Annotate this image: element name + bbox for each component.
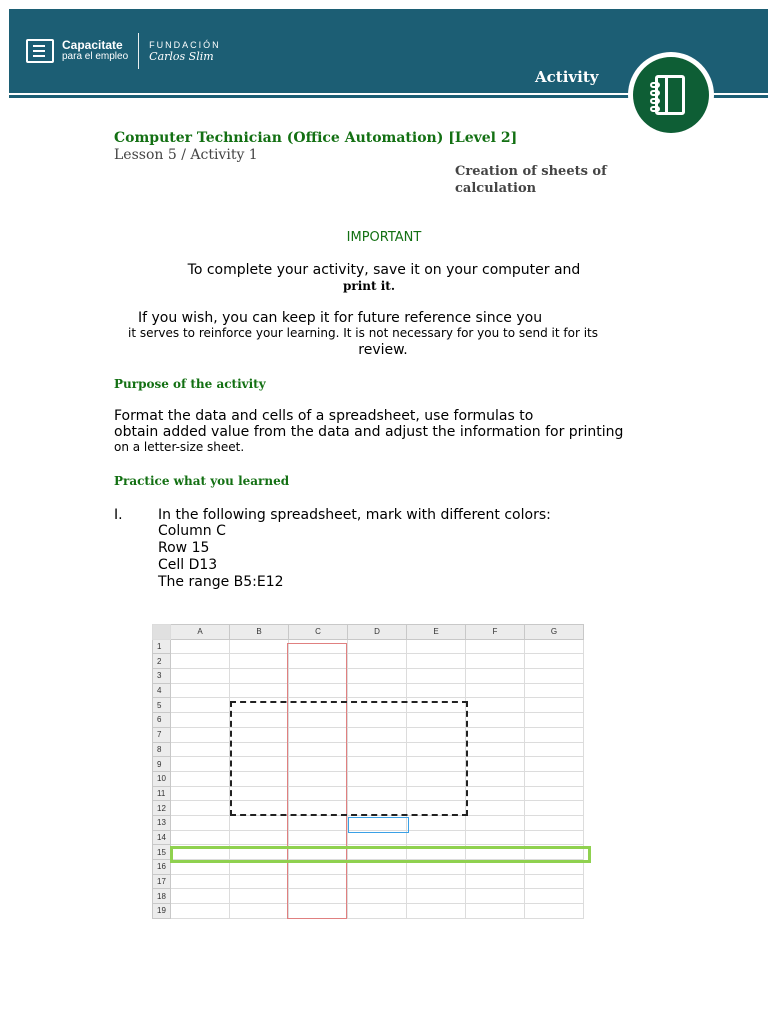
grid-cell bbox=[466, 815, 525, 830]
bullet-range-b5-e12: The range B5:E12 bbox=[158, 574, 284, 590]
foundation-logo bbox=[149, 39, 221, 63]
grid-cell bbox=[230, 683, 289, 698]
grid-cell bbox=[171, 815, 230, 830]
row-header: 19 bbox=[153, 904, 171, 919]
grid-cell bbox=[171, 801, 230, 816]
grid-cell bbox=[525, 904, 584, 919]
grid-cell bbox=[230, 830, 289, 845]
row-header: 15 bbox=[153, 845, 171, 860]
badge-circle bbox=[633, 57, 709, 133]
grid-cell bbox=[466, 727, 525, 742]
bullet-row-15: Row 15 bbox=[158, 540, 210, 556]
purpose-line-2: obtain added value from the data and adjust the information for printing bbox=[114, 424, 624, 440]
purpose-line-3: on a letter-size sheet. bbox=[114, 440, 245, 454]
grid-cell bbox=[348, 639, 407, 654]
row-header: 9 bbox=[153, 757, 171, 772]
column-header: F bbox=[466, 625, 525, 640]
logo-divider bbox=[138, 33, 139, 69]
grid-row bbox=[153, 639, 584, 654]
grid-cell bbox=[525, 801, 584, 816]
column-header: B bbox=[230, 625, 289, 640]
row-header: 12 bbox=[153, 801, 171, 816]
row-header: 13 bbox=[153, 815, 171, 830]
grid-cell bbox=[466, 904, 525, 919]
foundation-label: FUNDACIÓN bbox=[149, 40, 221, 50]
purpose-heading: Purpose of the activity bbox=[114, 377, 266, 391]
grid-cell bbox=[407, 874, 466, 889]
grid-cell bbox=[230, 669, 289, 684]
lesson-label: Lesson 5 / Activity 1 bbox=[114, 147, 258, 163]
important-line-2: print it. bbox=[343, 279, 395, 293]
grid-row bbox=[153, 889, 584, 904]
grid-cell bbox=[466, 669, 525, 684]
important-line-5: review. bbox=[358, 342, 408, 358]
grid-cell bbox=[466, 654, 525, 669]
grid-cell bbox=[525, 639, 584, 654]
grid-cell bbox=[525, 771, 584, 786]
grid-cell bbox=[525, 727, 584, 742]
grid-cell bbox=[171, 669, 230, 684]
grid-cell bbox=[407, 815, 466, 830]
row-header: 6 bbox=[153, 713, 171, 728]
column-header: G bbox=[525, 625, 584, 640]
row-header: 11 bbox=[153, 786, 171, 801]
grid-cell bbox=[466, 874, 525, 889]
grid-cell bbox=[466, 830, 525, 845]
grid-cell bbox=[230, 874, 289, 889]
grid-cell bbox=[525, 669, 584, 684]
logo-text bbox=[62, 39, 128, 63]
important-line-4: it serves to reinforce your learning. It is not necessary for you to send it for its bbox=[128, 326, 599, 340]
row-header: 2 bbox=[153, 654, 171, 669]
column-header: D bbox=[348, 625, 407, 640]
grid-cell bbox=[407, 639, 466, 654]
notebook-icon bbox=[655, 75, 685, 115]
range-b5-e12-highlight bbox=[230, 701, 468, 816]
grid-cell bbox=[171, 904, 230, 919]
row-header: 14 bbox=[153, 830, 171, 845]
grid-cell bbox=[230, 904, 289, 919]
grid-cell bbox=[525, 683, 584, 698]
grid-cell bbox=[171, 742, 230, 757]
grid-cell bbox=[171, 713, 230, 728]
row-header: 3 bbox=[153, 669, 171, 684]
grid-cell bbox=[348, 683, 407, 698]
grid-cell bbox=[525, 654, 584, 669]
grid-cell bbox=[525, 742, 584, 757]
important-line-3: If you wish, you can keep it for future reference since you bbox=[138, 310, 543, 326]
grid-cell bbox=[525, 889, 584, 904]
bullet-column-c: Column C bbox=[158, 523, 226, 539]
purpose-line-1: Format the data and cells of a spreadsheet, use formulas to bbox=[114, 408, 534, 424]
grid-cell bbox=[525, 757, 584, 772]
grid-cell bbox=[171, 830, 230, 845]
logo-title: Capacitate bbox=[62, 38, 123, 52]
spreadsheet-image bbox=[152, 624, 592, 922]
grid-cell bbox=[525, 874, 584, 889]
grid-cell bbox=[407, 654, 466, 669]
topic-line-2: calculation bbox=[455, 181, 537, 196]
grid-cell bbox=[171, 727, 230, 742]
grid-cell bbox=[466, 786, 525, 801]
row-header: 8 bbox=[153, 742, 171, 757]
grid-cell bbox=[230, 654, 289, 669]
row-header: 4 bbox=[153, 683, 171, 698]
grid-cell bbox=[348, 874, 407, 889]
grid-cell bbox=[171, 757, 230, 772]
practice-item-text: In the following spreadsheet, mark with different colors: bbox=[158, 507, 551, 523]
row-header: 10 bbox=[153, 771, 171, 786]
row-header: 17 bbox=[153, 874, 171, 889]
grid-cell bbox=[525, 815, 584, 830]
grid-cell bbox=[230, 815, 289, 830]
grid-cell bbox=[348, 669, 407, 684]
grid-cell bbox=[525, 786, 584, 801]
row-header: 7 bbox=[153, 727, 171, 742]
grid-cell bbox=[407, 683, 466, 698]
column-header-row bbox=[153, 625, 584, 640]
grid-cell bbox=[171, 889, 230, 904]
grid-cell bbox=[348, 904, 407, 919]
bullet-cell-d13: Cell D13 bbox=[158, 557, 218, 573]
grid-row bbox=[153, 904, 584, 919]
cell-d13-highlight bbox=[348, 817, 409, 833]
grid-cell bbox=[466, 889, 525, 904]
grid-cell bbox=[348, 889, 407, 904]
row-header: 16 bbox=[153, 860, 171, 875]
grid-cell bbox=[171, 698, 230, 713]
grid-cell bbox=[466, 771, 525, 786]
grid-cell bbox=[171, 771, 230, 786]
grid-cell bbox=[466, 713, 525, 728]
grid-row bbox=[153, 683, 584, 698]
notebook-rings-icon bbox=[650, 82, 662, 114]
grid-cell bbox=[230, 639, 289, 654]
column-header: E bbox=[407, 625, 466, 640]
grid-cell bbox=[407, 669, 466, 684]
grid-cell bbox=[466, 698, 525, 713]
row-header: 5 bbox=[153, 698, 171, 713]
grid-row bbox=[153, 669, 584, 684]
grid-cell bbox=[171, 874, 230, 889]
grid-cell bbox=[466, 757, 525, 772]
grid-cell bbox=[348, 654, 407, 669]
grid-row bbox=[153, 874, 584, 889]
practice-heading: Practice what you learned bbox=[114, 474, 290, 488]
important-heading: IMPORTANT bbox=[346, 230, 422, 245]
logo bbox=[26, 30, 221, 72]
grid-cell bbox=[466, 742, 525, 757]
activity-label: Activity bbox=[535, 68, 599, 86]
topic-line-1: Creation of sheets of bbox=[455, 164, 607, 179]
grid-cell bbox=[171, 639, 230, 654]
foundation-signature: Carlos Slim bbox=[149, 50, 214, 63]
grid-cell bbox=[466, 639, 525, 654]
activity-badge bbox=[628, 52, 714, 138]
grid-cell bbox=[466, 801, 525, 816]
grid-cell bbox=[525, 698, 584, 713]
checklist-icon bbox=[26, 39, 54, 63]
grid-cell bbox=[407, 830, 466, 845]
grid-cell bbox=[171, 683, 230, 698]
grid-cell bbox=[407, 889, 466, 904]
row-header: 1 bbox=[153, 639, 171, 654]
grid-cell bbox=[525, 830, 584, 845]
grid-cell bbox=[407, 904, 466, 919]
important-line-1: To complete your activity, save it on your computer and bbox=[187, 262, 581, 278]
grid-cell bbox=[230, 889, 289, 904]
column-header: C bbox=[289, 625, 348, 640]
grid-cell bbox=[466, 683, 525, 698]
logo-subtitle: para el empleo bbox=[62, 51, 129, 62]
grid-cell bbox=[171, 654, 230, 669]
row-15-highlight bbox=[170, 846, 591, 863]
column-header: A bbox=[171, 625, 230, 640]
course-title: Computer Technician (Office Automation) [Level 2] bbox=[114, 130, 518, 146]
grid-cell bbox=[171, 786, 230, 801]
row-header: 18 bbox=[153, 889, 171, 904]
grid-corner bbox=[153, 625, 171, 640]
grid-row bbox=[153, 654, 584, 669]
practice-item-number: I. bbox=[114, 507, 123, 523]
grid-cell bbox=[525, 713, 584, 728]
